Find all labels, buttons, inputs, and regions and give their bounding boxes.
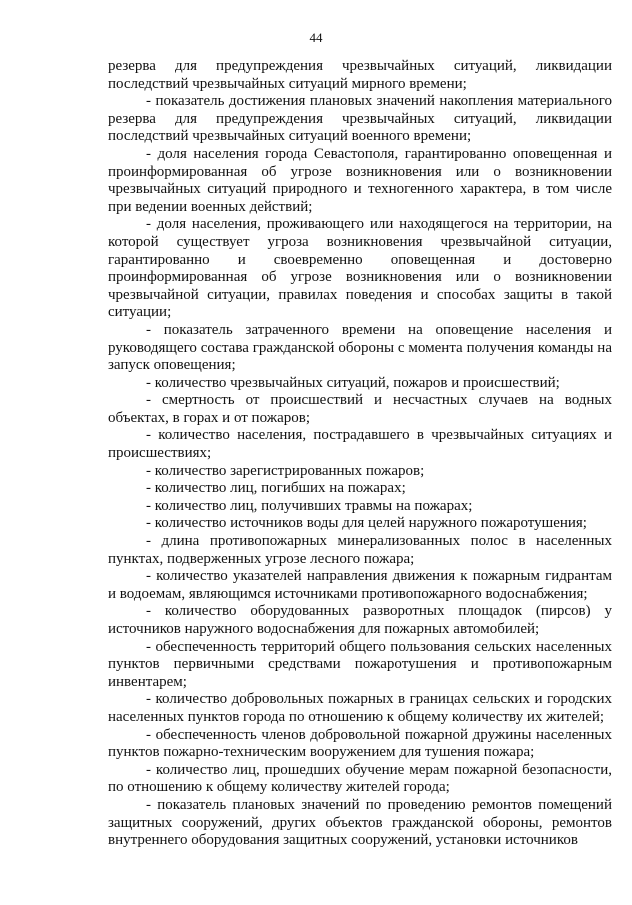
paragraph: - показатель плановых значений по проведению ремонтов помещений защитных сооружений, других объектов гражданской обороны, ремонтов внутреннего оборудования защитных сооружений, установки источников bbox=[108, 796, 612, 849]
paragraph: - доля населения, проживающего или находящегося на территории, на которой существует угроза возникновения чрезвычайной ситуации, гарантированно и своевременно оповещенная и достоверно проинформированная об угрозе возникновения или о возникновении чрезвычайной ситуации, правилах поведения и способах защиты в такой ситуации; bbox=[108, 216, 612, 321]
paragraph: - количество лиц, погибших на пожарах; bbox=[146, 480, 406, 497]
paragraph: - количество зарегистрированных пожаров; bbox=[146, 462, 425, 479]
paragraph: - количество чрезвычайных ситуаций, пожаров и происшествий; bbox=[146, 374, 560, 391]
paragraph: - показатель достижения плановых значений накопления материального резерва для предупреждения чрезвычайных ситуаций, ликвидации последствий чрезвычайных ситуаций военного времени; bbox=[108, 93, 612, 145]
paragraph: - количество добровольных пожарных в границах сельских и городских населенных пунктов города по отношению к общему количеству их жителей; bbox=[108, 691, 612, 725]
paragraph: - количество населения, пострадавшего в чрезвычайных ситуациях и происшествиях; bbox=[108, 427, 612, 462]
paragraph: - количество источников воды для целей наружного пожаротушения; bbox=[146, 515, 587, 532]
paragraph: - количество лиц, получивших травмы на пожарах; bbox=[146, 497, 473, 514]
paragraph: - количество лиц, прошедших обучение мерам пожарной безопасности, по отношению к общему количеству жителей города; bbox=[108, 761, 612, 796]
paragraph: - количество указателей направления движения к пожарным гидрантам и водоемам, являющимся источниками противопожарного водоснабжения; bbox=[108, 568, 612, 602]
paragraph: - обеспеченность членов добровольной пожарной дружины населенных пунктов пожарно-техническим вооружением для тушения пожара; bbox=[108, 726, 612, 761]
paragraph: - показатель затраченного времени на оповещение населения и руководящего состава гражданской обороны с момента получения команды на запуск оповещения; bbox=[108, 321, 612, 374]
paragraph: - доля населения города Севастополя, гарантированно оповещенная и проинформированная об угрозе возникновения или о возникновении чрезвычайных ситуаций природного и техногенного характера, в том числе при ведении военных действий; bbox=[108, 145, 612, 215]
page-number: 44 bbox=[309, 30, 323, 45]
paragraph: - смертность от происшествий и несчастных случаев на водных объектах, в горах и от пожаров; bbox=[108, 392, 612, 426]
paragraph: - обеспеченность территорий общего пользования сельских населенных пунктов первичными средствами пожаротушения и противопожарным инвентарем; bbox=[108, 638, 612, 690]
paragraph: - количество оборудованных разворотных площадок (пирсов) у источников наружного водоснабжения для пожарных автомобилей; bbox=[108, 603, 612, 637]
paragraph: резерва для предупреждения чрезвычайных ситуаций, ликвидации последствий чрезвычайных ситуаций мирного времени; bbox=[108, 58, 612, 92]
document-body bbox=[108, 58, 612, 850]
paragraph: - длина противопожарных минерализованных полос в населенных пунктах, подверженных угрозе лесного пожара; bbox=[108, 533, 612, 567]
